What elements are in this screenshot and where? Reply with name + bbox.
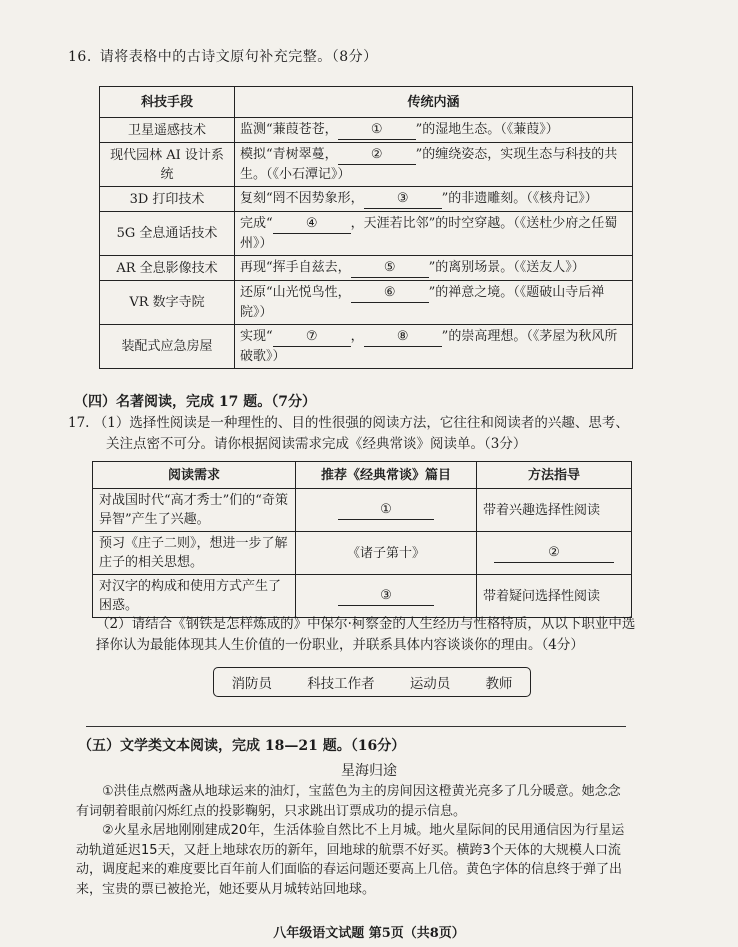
table-row xyxy=(93,489,632,532)
table-row xyxy=(100,143,633,187)
tech-cell: 装配式应急房屋 xyxy=(100,325,235,369)
section-5-heading: （五）文学类文本阅读，完成 18—21 题。（16分） xyxy=(78,738,406,754)
part1-text: （1）选择性阅读是一种理性的、目的性很强的阅读方法，它往往和阅读者的兴趣、思考、关注点密不可分。请你根据阅读需求完成《经典常谈》阅读单。（3分） xyxy=(93,415,629,452)
answer-blank[interactable]: ⑦ xyxy=(273,327,351,347)
table-row xyxy=(100,118,633,143)
answer-blank[interactable]: ② xyxy=(338,145,416,165)
answer-blank[interactable]: ④ xyxy=(273,214,351,234)
table-row xyxy=(100,256,633,281)
text-pre: 还原“山光悦鸟性， xyxy=(240,285,351,300)
text-post: ”的湿地生态。（《蒹葭》） xyxy=(415,122,559,137)
meaning-cell xyxy=(235,143,633,187)
header-chapter: 推荐《经典常谈》篇目 xyxy=(296,462,477,489)
text-pre: 再现“挥手自兹去， xyxy=(240,260,351,275)
table-row xyxy=(93,575,632,618)
text-post: ”的非遗雕刻。（《核舟记》） xyxy=(441,191,598,206)
tech-cell: 卫星遥感技术 xyxy=(100,118,235,143)
question-number: 17. xyxy=(68,415,90,431)
answer-blank[interactable]: ⑥ xyxy=(351,283,429,303)
answer-blank[interactable]: ① xyxy=(338,500,434,520)
tech-cell: AR 全息影像技术 xyxy=(100,256,235,281)
method-cell xyxy=(477,532,632,575)
story-body xyxy=(76,782,632,899)
meaning-cell xyxy=(235,325,633,369)
story-title: 星海归途 xyxy=(341,763,397,779)
text-pre: 监测“蒹葭苍苍， xyxy=(240,122,338,137)
meaning-cell xyxy=(235,256,633,281)
job-option[interactable]: 科技工作者 xyxy=(307,676,375,692)
meaning-cell xyxy=(235,187,633,212)
tech-cell: 3D 打印技术 xyxy=(100,187,235,212)
text-post: ”的离别场景。（《送友人》） xyxy=(428,260,585,275)
section-4-heading: （四）名著阅读，完成 17 题。（7分） xyxy=(74,394,316,410)
text-pre: 复刻“罔不因势象形， xyxy=(240,191,364,206)
answer-blank[interactable]: ⑧ xyxy=(364,327,442,347)
meaning-cell xyxy=(235,118,633,143)
answer-blank[interactable]: ③ xyxy=(364,189,442,209)
section-divider xyxy=(86,726,626,727)
text-post: ”的崇高理想。（《茅屋为秋风所破歌》） xyxy=(240,329,618,364)
story-paragraph: ①洪佳点燃两盏从地球运来的油灯，宝蓝色为主的房间因这橙黄光亮多了几分暖意。她念念有词朝着眼前闪烁红点的投影鞠躬，只求跳出订票成功的提示信息。 xyxy=(76,784,621,819)
header-tech: 科技手段 xyxy=(100,87,235,118)
text-post: ”的缠绕姿态，实现生态与科技的共生。（《小石潭记》） xyxy=(240,147,618,182)
header-need: 阅读需求 xyxy=(93,462,296,489)
table-row xyxy=(100,187,633,212)
chapter-cell xyxy=(296,575,477,618)
need-cell: 对汉字的构成和使用方式产生了困惑。 xyxy=(93,575,296,618)
text-pre: 实现“ xyxy=(240,329,273,344)
chapter-cell: 《诸子第十》 xyxy=(296,532,477,575)
question-17-part2: （2）请结合《钢铁是怎样炼成的》中保尔·柯察金的人生经历与性格特质，从以下职业中选择你认为最能体现其人生价值的一份职业，并联系具体内容谈谈你的理由。（4分） xyxy=(96,616,636,653)
job-option[interactable]: 消防员 xyxy=(231,676,273,692)
table-row xyxy=(100,212,633,256)
job-option[interactable]: 教师 xyxy=(485,676,513,692)
chapter-cell xyxy=(296,489,477,532)
question-number: 16. xyxy=(68,49,92,65)
answer-blank[interactable]: ② xyxy=(494,543,614,563)
meaning-cell xyxy=(235,281,633,325)
text-post: ”的禅意之境。（《题破山寺后禅院》） xyxy=(240,285,605,320)
need-cell: 对战国时代“高才秀士”们的“奇策异智”产生了兴趣。 xyxy=(93,489,296,532)
question-17-part1 xyxy=(68,413,638,455)
need-cell: 预习《庄子二则》，想进一步了解庄子的相关思想。 xyxy=(93,532,296,575)
page-footer: 八年级语文试题 第5页（共8页） xyxy=(273,926,465,941)
table-row xyxy=(100,281,633,325)
table-header-row xyxy=(93,462,632,489)
header-meaning: 传统内涵 xyxy=(235,87,633,118)
text-mid: ， xyxy=(350,329,364,344)
job-options-box xyxy=(213,667,531,697)
method-cell: 带着兴趣选择性阅读 xyxy=(477,489,632,532)
tech-cell: 5G 全息通话技术 xyxy=(100,212,235,256)
text-post: ，天涯若比邻”的时空穿越。（《送杜少府之任蜀州》） xyxy=(240,216,618,251)
reading-table xyxy=(92,461,632,618)
meaning-cell xyxy=(235,212,633,256)
method-cell: 带着疑问选择性阅读 xyxy=(477,575,632,618)
table-header-row xyxy=(100,87,633,118)
table-row xyxy=(100,325,633,369)
text-pre: 完成“ xyxy=(240,216,273,231)
header-method: 方法指导 xyxy=(477,462,632,489)
poetry-table xyxy=(99,86,633,369)
job-option[interactable]: 运动员 xyxy=(409,676,451,692)
question-text: 请将表格中的古诗文原句补充完整。（8分） xyxy=(99,49,378,65)
question-16-header xyxy=(68,46,378,66)
answer-blank[interactable]: ① xyxy=(338,120,416,140)
table-row xyxy=(93,532,632,575)
answer-blank[interactable]: ③ xyxy=(338,586,434,606)
question-17 xyxy=(68,413,638,455)
tech-cell: 现代园林 AI 设计系统 xyxy=(100,143,235,187)
text-pre: 模拟“青树翠蔓， xyxy=(240,147,338,162)
story-paragraph: ②火星永居地刚刚建成20年，生活体验自然比不上月城。地火星际间的民用通信因为行星运动轨道延迟15天，又赶上地球农历的新年，回地球的航票不好买。横跨3个天体的大规模人口流动，调度起来的难度要比百年前人们面临的春运问题还要高上几倍。黄色字体的信息终于弹了出来，宝贵的票已被抢光，她还要从月城转站回地球。 xyxy=(76,823,625,897)
tech-cell: VR 数字寺院 xyxy=(100,281,235,325)
answer-blank[interactable]: ⑤ xyxy=(351,258,429,278)
